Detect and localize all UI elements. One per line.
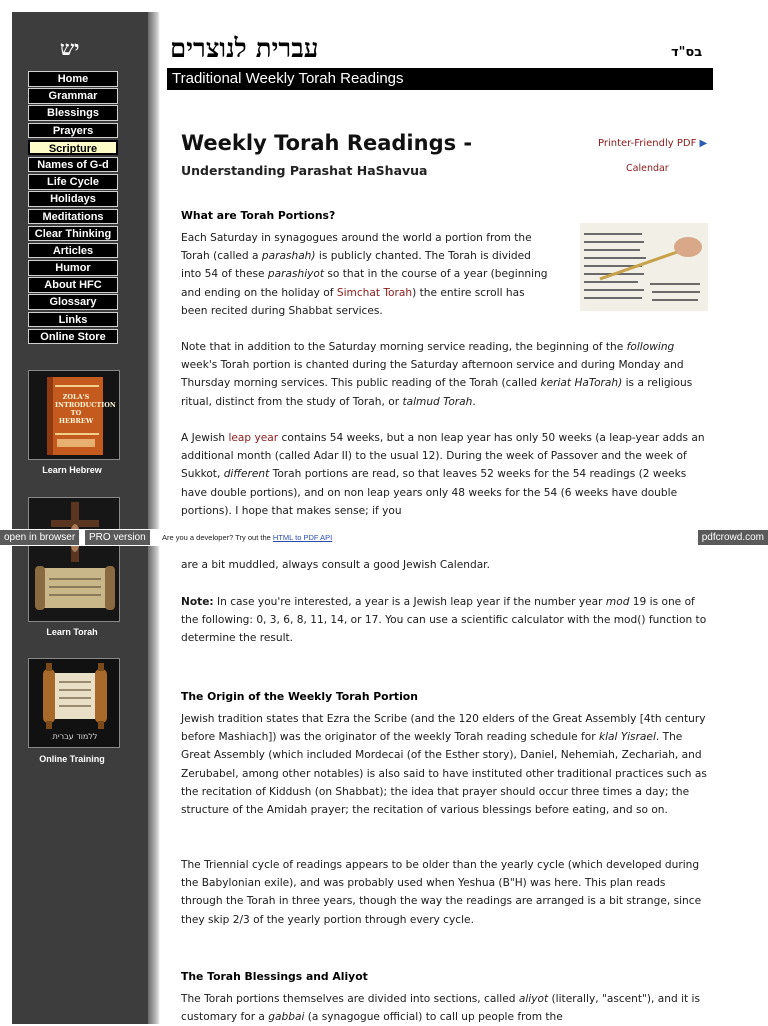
section-heading-blessings-aliyot: The Torah Blessings and Aliyot — [181, 970, 368, 983]
online-training-promo-image[interactable] — [28, 658, 120, 748]
nav-item-about-hfc[interactable]: About HFC — [28, 277, 118, 293]
pro-version-button[interactable]: PRO version — [85, 530, 150, 545]
main-nav — [28, 71, 118, 346]
paragraph-5: Jewish tradition states that Ezra the Scribe (and the 120 elders of the Great Assembly [4th century before Mashiach]) was the originator of the weekly Torah reading schedule for klal Yisrael. The Great Assembly (which included Mordecai (of the Esther story), Daniel, Nehemiah, Zechariah, and Zerubabel, among other notables) is also said to have instituted other traditional practices such as the recitation of Kiddush (on Shabbat); the idea that prayer should occur three times a day; the structure of the Amidah prayer; the recitation of various blessings before eating, and so on. — [181, 713, 707, 817]
developer-promo-text: Are you a developer? Try out the HTML to PDF API — [162, 533, 333, 542]
leap-year-link[interactable]: leap year — [228, 432, 279, 444]
learn-torah-label[interactable]: Learn Torah — [46, 627, 98, 637]
paragraph-7: The Torah portions themselves are divided into sections, called aliyot (literally, "ascent"), and it is customary for a gabbai (a synagogue official) to call up people from the — [181, 993, 701, 1024]
nav-item-life-cycle[interactable]: Life Cycle — [28, 174, 118, 190]
printer-friendly-pdf-link[interactable] — [598, 138, 707, 149]
page-title: Weekly Torah Readings - — [181, 131, 473, 155]
learn-torah-promo-image[interactable] — [28, 497, 120, 622]
paragraph-3-continued: are a bit muddled, always consult a good Jewish Calendar. — [181, 559, 490, 571]
page-subtitle: Understanding Parashat HaShavua — [181, 163, 428, 178]
html-to-pdf-api-link[interactable]: HTML to PDF API — [272, 533, 333, 542]
paragraph-6: The Triennial cycle of readings appears to be older than the yearly cycle (which developed during the Babylonian exile), and was probably used when Yeshua (B"H) was here. This plan reads through the Torah in three years, though the way the readings are arranged is a bit strange, since they skip 2/3 of the yearly portion through every cycle. — [181, 859, 702, 926]
play-arrow-icon: ▶ — [699, 138, 708, 149]
torah-pointer-photo-icon — [580, 223, 708, 311]
learn-hebrew-label[interactable]: Learn Hebrew — [42, 465, 102, 475]
paragraph-1: Each Saturday in synagogues around the world a portion from the Torah (called a parashah) is publicly chanted. The Torah is divided into 54 of these parashiyot so that in the course of a year (beginning and ending on the holiday of Simchat Torah) the entire scroll has been recited during Shabbat services. — [181, 232, 548, 317]
section-heading-torah-portions: What are Torah Portions? — [181, 209, 336, 222]
nav-item-prayers[interactable]: Prayers — [28, 123, 118, 139]
learn-hebrew-promo-image[interactable] — [28, 370, 120, 460]
calendar-link[interactable]: Calendar — [626, 163, 669, 174]
nav-item-grammar[interactable]: Grammar — [28, 88, 118, 104]
nav-item-home[interactable]: Home — [28, 71, 118, 87]
pdf-link-label: Printer-Friendly PDF — [598, 138, 697, 149]
paragraph-4-note: Note: In case you're interested, a year is a Jewish leap year if the number year mod 19 is one of the following: 0, 3, 6, 8, 11, 14, or 17. You can use a scientific calculator with the mod() function to determine the result. — [181, 596, 707, 645]
nav-item-names-of-god[interactable]: Names of G-d — [28, 157, 118, 173]
pdfcrowd-bar — [0, 529, 768, 546]
nav-item-scripture[interactable]: Scripture — [28, 140, 118, 156]
nav-item-meditations[interactable]: Meditations — [28, 209, 118, 225]
sidebar-edge — [148, 12, 160, 1024]
nav-item-online-store[interactable]: Online Store — [28, 329, 118, 345]
nav-item-humor[interactable]: Humor — [28, 260, 118, 276]
site-title-hebrew[interactable]: עברית לנוצרים — [170, 34, 319, 64]
online-training-label[interactable]: Online Training — [39, 754, 105, 764]
pdfcrowd-brand-link[interactable]: pdfcrowd.com — [698, 530, 768, 545]
nav-item-blessings[interactable]: Blessings — [28, 105, 118, 121]
bsd-mark: בס"ד — [671, 45, 703, 60]
paragraph-2: Note that in addition to the Saturday morning service reading, the beginning of the following week's Torah portion is chanted during the Saturday afternoon service and during Monday and Thursday morning services. This public reading of the Torah (called keriat HaTorah) is a religious ritual, distinct from the study of Torah, or talmud Torah. — [181, 341, 693, 408]
open-in-browser-button[interactable]: open in browser — [0, 530, 79, 545]
nav-item-glossary[interactable]: Glossary — [28, 294, 118, 310]
page-banner: Traditional Weekly Torah Readings — [167, 68, 713, 90]
site-logo[interactable]: יש — [60, 36, 80, 60]
nav-item-holidays[interactable]: Holidays — [28, 191, 118, 207]
torah-scroll-photo — [580, 223, 708, 311]
nav-item-links[interactable]: Links — [28, 312, 118, 328]
section-heading-origin: The Origin of the Weekly Torah Portion — [181, 690, 418, 703]
book-title: ZOLA'S INTRODUCTION TO HEBREW — [55, 393, 116, 425]
nav-item-clear-thinking[interactable]: Clear Thinking — [28, 226, 118, 242]
nav-item-articles[interactable]: Articles — [28, 243, 118, 259]
online-training-hebrew: ללמוד עברית — [52, 732, 98, 741]
paragraph-3: A Jewish leap year contains 54 weeks, but a non leap year has only 50 weeks (a leap-year adds an additional month (called Adar II) to the usual 12). During the week of Passover and the week of Sukkot, different Torah portions are read, so that leaves 52 weeks for the 54 readings (2 weeks have double portions), and on non leap years only 48 weeks for the 54 (6 weeks have double portions). I hope that makes sense; if you — [181, 432, 705, 517]
simchat-torah-link[interactable]: Simchat Torah — [336, 286, 413, 299]
crucifix-scroll-icon — [29, 498, 120, 622]
